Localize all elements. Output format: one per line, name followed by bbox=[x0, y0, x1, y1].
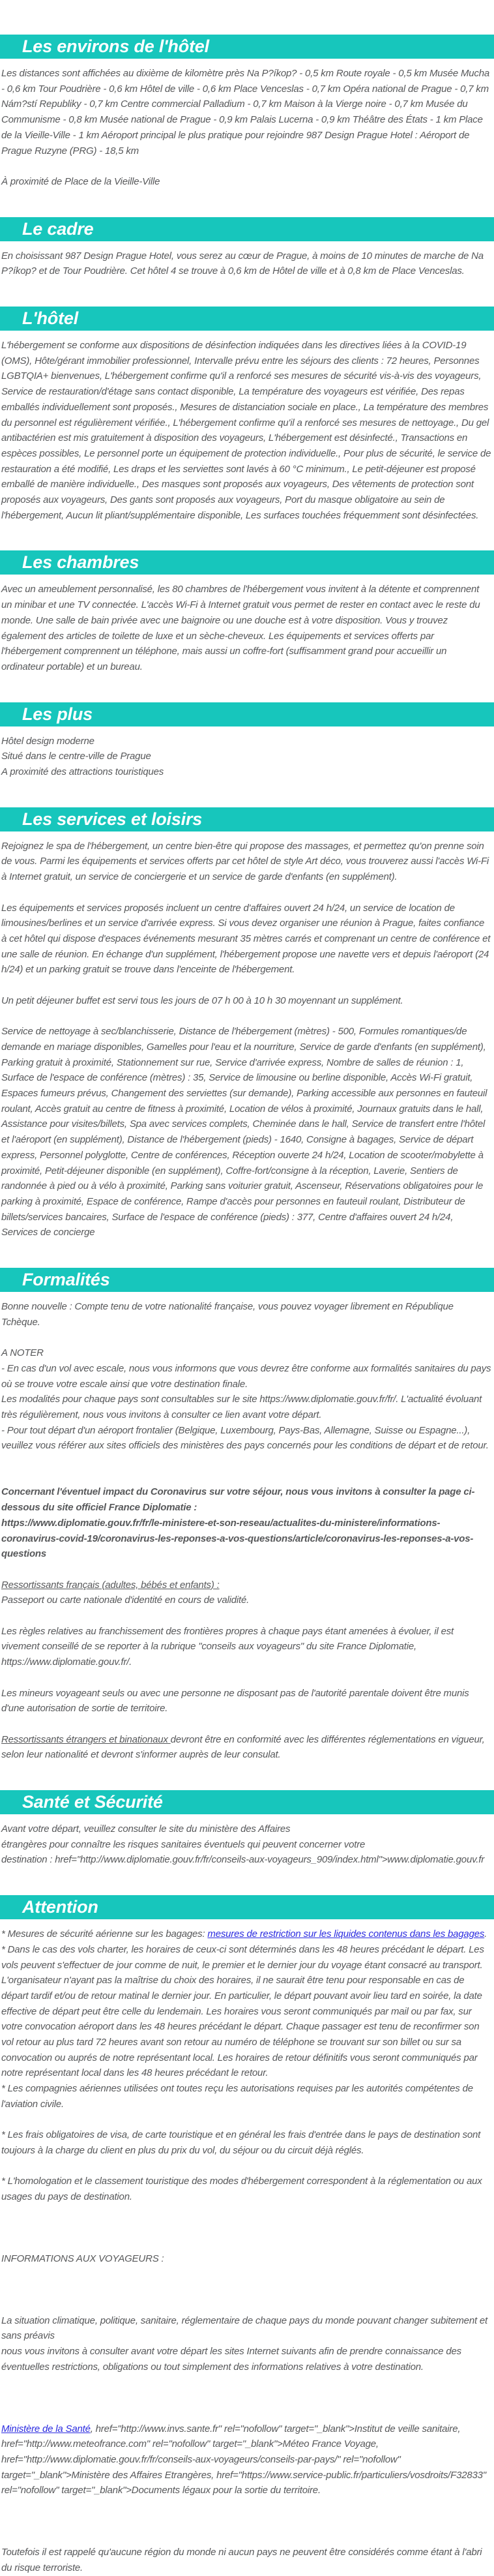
text-line bbox=[1, 66, 491, 158]
text-line bbox=[1, 174, 491, 190]
text-line bbox=[1, 1837, 491, 1853]
text-line bbox=[1, 993, 491, 1009]
section-title-attention: Attention bbox=[0, 1895, 494, 1919]
paragraph bbox=[0, 839, 494, 885]
section-chambres bbox=[0, 550, 494, 674]
paragraph bbox=[0, 1821, 494, 1868]
text-run: devront être en conformité avec les différentes réglementations en vigueur, selon leur nationalité et devront s'informer auprès de leur consulat. bbox=[1, 1733, 485, 1761]
text-run: L'hébergement se conforme aux dispositions de désinfection indiquées dans les directives liées à la COVID-19 (OMS), Hôte/gérant immobilier professionnel, Intervalle prévu entre les séjours des clients : 72 heures, Personnes LGBTQIA+ bienvenues, L'hébergement confirme qu'il a renforcé ses mesures de sécurité vis-à-vis des voyageurs, Service de restauration/d'étage sans contact disponible, La température des voyageurs est vérifiée, Des repas emballés individuellement sont proposés., Mesures de distanciation sociale en place., La température des membres du personnel est régulièrement vérifiée., L'hébergement confirme qu'il a renforcé ses mesures de nettoyage., Du gel antibactérien est mis gratuitement à disposition des voyageurs, L'hébergement est désinfecté., Transactions en espèces possibles, Le personnel porte un équipement de protection individuelle., Pour plus de sécurité, le service de restauration a été modifié, Les draps et les serviettes sont lavés à 60 °C minimum., Le petit-déjeuner est proposé emballé de manière individuelle., Des masques sont proposés aux voyageurs, Des vêtements de protection sont proposés aux voyageurs, Des gants sont proposés aux voyageurs, Port du masque obligatoire au sein de l'hébergement, Aucun lit pliant/supplémentaire disponible, Les surfaces touchées fréquemment sont désinfectées. bbox=[1, 340, 491, 521]
text-line bbox=[1, 2421, 491, 2499]
text-run: destination : href="http://www.diplomatie.gouv.fr/fr/conseils-aux-voyageurs_909/index.html">www.diplomatie.gouv.fr bbox=[1, 1854, 485, 1866]
paragraph bbox=[0, 901, 494, 978]
paragraph bbox=[0, 2313, 494, 2375]
section-plus bbox=[0, 702, 494, 780]
section-title-environs: Les environs de l'hôtel bbox=[0, 35, 494, 59]
text-line bbox=[1, 582, 491, 674]
text-line bbox=[1, 1345, 491, 1361]
section-cadre bbox=[0, 217, 494, 279]
text-run: Les règles relatives au franchissement des frontières propres à chaque pays étant amenées à évoluer, il est vivement conseillé de se reporter à la rubrique "conseils aux voyageurs" du site France Diplomatie, https://www.diplomatie.gouv.fr/. bbox=[1, 1625, 454, 1668]
section-title-chambres: Les chambres bbox=[0, 550, 494, 575]
paragraph bbox=[0, 582, 494, 674]
text-run: Avec un ameublement personnalisé, les 80 chambres de l'hébergement vous invitent à la détente et comprennent un minibar et une TV connectée. L'accès Wi-Fi à Internet gratuit vous permet de rester en contact avec le reste du monde. Une salle de bain privée avec une baignoire ou une douche est à votre disposition. Vous y trouvez également des articles de toilette de luxe et un sèche-cheveux. Les équipements et services offerts par l'hébergement comprennent un téléphone, mais aussi un coffre-fort (suffisamment grand pour accueillir un ordinateur portable) et un bureau. bbox=[1, 584, 480, 672]
text-line bbox=[1, 2251, 491, 2267]
text-run: * L'homologation et le classement touristique des modes d'hébergement correspondent à la réglementation ou aux usages du pays de destination. bbox=[1, 2176, 482, 2203]
section-title-cadre: Le cadre bbox=[0, 217, 494, 241]
text-line bbox=[1, 734, 491, 749]
text-line bbox=[1, 1299, 491, 1330]
text-line bbox=[1, 1392, 491, 1422]
section-title-plus: Les plus bbox=[0, 702, 494, 726]
section-title-formalites: Formalités bbox=[0, 1268, 494, 1292]
text-line bbox=[1, 1024, 491, 1240]
paragraph bbox=[0, 1484, 494, 1562]
section-title-hotel: L'hôtel bbox=[0, 307, 494, 331]
section-title-services: Les services et loisirs bbox=[0, 807, 494, 831]
section-services bbox=[0, 807, 494, 1240]
text-line bbox=[1, 901, 491, 978]
text-line bbox=[1, 1578, 491, 1593]
paragraph bbox=[0, 2421, 494, 2499]
paragraph bbox=[0, 2174, 494, 2204]
text-run: * Dans le cas des vols charter, les horaires de ceux-ci sont déterminés dans les 48 heures précédant le départ. Les vols peuvent s'effectuer de jour comme de nuit, le premier et le dernier jour du voyage étant consacré au transport. L'organisateur n'ayant pas la maîtrise du choix des horaires, il ne saurait être tenu pour responsable en cas de départ tardif et/ou de retour matinal le dernier jour. En particulier, le départ pouvant avoir lieu tard en soirée, la date effective de départ peut être celle du lendemain. Les horaires vous seront communiqués par mail ou par fax, sur votre convocation aéroport dans les 48 heures précédant le départ. Chaque passager est tenu de reconfirmer son vol retour au plus tard 72 heures avant son retour au numéro de téléphone se trouvant sur son billet ou sur sa convocation ou auprés de notre représentant local. Les horaires de retour définitifs vous seront communiqués par notre représentant local dans les 48 heures précédant le retour. bbox=[1, 1943, 484, 2079]
text-run: Bonne nouvelle : Compte tenu de votre nationalité française, vous pouvez voyager librement en République Tchèque. bbox=[1, 1301, 454, 1328]
section-title-sante: Santé et Sécurité bbox=[0, 1790, 494, 1814]
text-run: Les distances sont affichées au dixième de kilomètre près Na P?íkop? - 0,5 km Route royale - 0,5 km Musée Mucha - 0,6 km Tour Poudrière - 0,6 km Hôtel de ville - 0,6 km Place Venceslas - 0,7 km Opéra national de Prague - 0,7 km Nám?stí Republiky - 0,7 km Centre commercial Palladium - 0,7 km Maison à la Vierge noire - 0,7 km Musée du Communisme - 0,8 km Musée national de Prague - 0,9 km Palais Lucerna - 0,9 km Théâtre des États - 1 km Place de la Vieille-Ville - 1 km Aéroport principal le plus pratique pour rejoindre 987 Design Prague Hotel : Aéroport de Prague Ruzyne (PRG) - 18,5 km bbox=[1, 68, 490, 157]
text-run: - En cas d'un vol avec escale, nous vous informons que vous devrez être conforme aux formalités sanitaires du pays où se trouve votre escale ainsi que votre destination finale. bbox=[1, 1362, 491, 1390]
text-run: Un petit déjeuner buffet est servi tous les jours de 07 h 00 à 10 h 30 moyennant un supplément. bbox=[1, 995, 403, 1006]
text-line bbox=[1, 1732, 491, 1763]
text-line bbox=[1, 1484, 491, 1515]
section-hotel bbox=[0, 307, 494, 523]
text-run: , href="http://www.invs.sante.fr" rel="nofollow" target="_blank">Institut de veille sanitaire, href="http://www.meteofrance.com" rel="nofollow" target="_blank">Méteo France Voyage, href="http://www.diplomatie.gouv.fr/fr/conseils-aux-voyageurs/conseils-par-pays/" rel="nofollow" target="_blank">Ministère des Affaires Etrangères, href="https://www.service-public.fr/particuliers/vosdroits/F32833" rel="nofollow" target="_blank">Documents légaux pour la sortie du territoire. bbox=[1, 2423, 486, 2496]
text-run: * Les frais obligatoires de visa, de carte touristique et en général les frais d'entrée dans le pays de destination sont toujours à la charge du client en plus du prix du vol, du séjour ou du circuit déjà réglés. bbox=[1, 2129, 481, 2156]
text-run: . bbox=[484, 1928, 487, 1940]
paragraph bbox=[0, 248, 494, 279]
text-line bbox=[1, 1361, 491, 1392]
paragraph bbox=[0, 2251, 494, 2267]
text-run: Ressortissants étrangers et binationaux bbox=[1, 1733, 171, 1745]
paragraph bbox=[0, 338, 494, 523]
text-run: https://www.diplomatie.gouv.fr/fr/le-ministere-et-son-reseau/actualites-du-ministere/informations-coronavirus-covid-19/coronavirus-les-reponses-a-vos-questions/article/coronavirus-les-reponses-a-vos-questions bbox=[1, 1517, 474, 1560]
paragraph bbox=[0, 1732, 494, 1763]
text-line bbox=[1, 2344, 491, 2374]
text-run: Les mineurs voyageant seuls ou avec une personne ne disposant pas de l'autorité parentale doivent être munis d'une autorisation de sortie de territoire. bbox=[1, 1687, 469, 1715]
paragraph bbox=[0, 2127, 494, 2158]
ministere-sante-link[interactable]: Ministère de la Santé bbox=[1, 2423, 91, 2434]
paragraph bbox=[0, 1578, 494, 1608]
text-run: Concernant l'éventuel impact du Coronavirus sur votre séjour, nous vous invitons à consulter la page ci-dessous du site officiel France Diplomatie : bbox=[1, 1486, 475, 1514]
text-run: étrangères pour connaître les risques sanitaires éventuels qui peuvent concerner votre bbox=[1, 1838, 366, 1850]
text-run: INFORMATIONS AUX VOYAGEURS : bbox=[1, 2253, 164, 2264]
section-attention bbox=[0, 1895, 494, 2575]
text-line bbox=[1, 1942, 491, 2081]
section-sante bbox=[0, 1790, 494, 1868]
paragraph bbox=[0, 1024, 494, 1240]
content bbox=[0, 35, 494, 2576]
text-run: Toutefois il est rappelé qu'aucune région du monde ni aucun pays ne peuvent être considérés comme étant à l'abri du risque terroriste. bbox=[1, 2547, 482, 2573]
text-run: Hôtel design moderne bbox=[1, 735, 94, 747]
text-run: - Pour tout départ d'un aéroport frontalier (Belgique, Luxembourg, Pays-Bas, Allemagne, Suisse ou Espagne...), veuillez vous référer aux sites officiels des ministères des pays concernés pour les conditions de départ et de retour. bbox=[1, 1424, 489, 1452]
text-line bbox=[1, 839, 491, 885]
text-run: Les modalités pour chaque pays sont consultables sur le site https://www.diplomatie.gouv.fr/fr/. L'actualité évoluant très régulièrement, nous vous invitons à consulter ce lien avant votre départ. bbox=[1, 1394, 482, 1420]
text-line bbox=[1, 2313, 491, 2344]
paragraph bbox=[0, 2545, 494, 2575]
text-line bbox=[1, 1926, 491, 1942]
section-environs bbox=[0, 35, 494, 190]
text-run: En choisissant 987 Design Prague Hotel, vous serez au cœur de Prague, à moins de 10 minutes de marche de Na P?íkop? et de Tour Poudrière. Cet hôtel 4 se trouve à 0,6 km de Hôtel de ville et à 0,8 km de Place Venceslas. bbox=[1, 250, 484, 277]
paragraph bbox=[0, 1926, 494, 2112]
section-formalites bbox=[0, 1268, 494, 1763]
text-line bbox=[1, 2545, 491, 2575]
text-line bbox=[1, 248, 491, 279]
text-line bbox=[1, 2174, 491, 2204]
text-line bbox=[1, 338, 491, 523]
paragraph bbox=[0, 1686, 494, 1716]
baggage-liquids-restriction-link[interactable]: mesures de restriction sur les liquides contenus dans les bagages bbox=[207, 1928, 485, 1940]
paragraph bbox=[0, 1299, 494, 1330]
text-line bbox=[1, 1516, 491, 1562]
text-line bbox=[1, 1593, 491, 1608]
text-line bbox=[1, 2081, 491, 2112]
text-run: À proximité de Place de la Vieille-Ville bbox=[1, 175, 160, 187]
paragraph bbox=[0, 66, 494, 158]
text-run: A proximité des attractions touristiques bbox=[1, 766, 164, 778]
text-run: Rejoignez le spa de l'hébergement, un centre bien-être qui propose des massages, et permettez qu'on prenne soin de vous. Parmi les équipements et services offerts par cet hôtel de style Art déco, vous trouverez aussi l'accès Wi-Fi à Internet gratuit, un service de conciergerie et un service de garde d'enfants (en supplément). bbox=[1, 840, 489, 883]
paragraph bbox=[0, 1624, 494, 1670]
paragraph bbox=[0, 734, 494, 780]
text-line bbox=[1, 764, 491, 780]
text-run: A NOTER bbox=[1, 1347, 44, 1359]
text-line bbox=[1, 1624, 491, 1670]
text-run: Passeport ou carte nationale d'identité en cours de validité. bbox=[1, 1595, 250, 1606]
paragraph bbox=[0, 1345, 494, 1454]
text-run: * Les compagnies aériennes utilisées ont toutes reçu les autorisations requises par les autorités compétentes de l'aviation civile. bbox=[1, 2083, 473, 2110]
text-run: La situation climatique, politique, sanitaire, réglementaire de chaque pays du monde pouvant changer subitement et sans préavis bbox=[1, 2314, 488, 2342]
text-run: Situé dans le centre-ville de Prague bbox=[1, 751, 151, 762]
text-run: Ressortissants français (adultes, bébés et enfants) : bbox=[1, 1579, 220, 1591]
text-run: Avant votre départ, veuillez consulter le site du ministère des Affaires bbox=[1, 1823, 291, 1835]
text-run: Les équipements et services proposés incluent un centre d'affaires ouvert 24 h/24, un service de location de limousines/berlines et un service d'arrivée express. Si vous devez organiser une réunion à Prague, faites confiance à cet hôtel qui dispose d'espaces événements mesurant 35 mètres carrés et comprenant un centre de conférence et une salle de réunion. En échange d'un supplément, l'hébergement propose une navette vers et depuis l'aéroport (24 h/24) et un parking gratuit se trouve dans l'enceinte de l'hébergement. bbox=[1, 902, 491, 976]
text-run: Service de nettoyage à sec/blanchisserie, Distance de l'hébergement (mètres) - 500, Formules romantiques/de demande en mariage disponibles, Gamelles pour l'eau et la nourriture, Service de garde d'enfants (en supplément), Parking gratuit à proximité, Stationnement sur rue, Service d'arrivée express, Nombre de salles de réunion : 1, Surface de l'espace de conférence (mètres) : 35, Service de limousine ou berline disponible, Accès Wi-Fi gratuit, Espaces fumeurs prévus, Changement des serviettes (sur demande), Parking accessible aux personnes en fauteuil roulant, Accès gratuit au centre de fitness à proximité, Location de vélos à proximité, Journaux gratuits dans le hall, Assistance pour visites/billets, Spa avec services complets, Cheminée dans le hall, Service de transfert entre l'hôtel et l'aéroport (en supplément), Distance de l'hébergement (pieds) - 1640, Consigne à bagages, Service de départ express, Personnel polyglotte, Centre de conférences, Réception ouverte 24 h/24, Location de scooter/mobylette à proximité, Petit-déjeuner disponible (en supplément), Coffre-fort/consigne à la réception, Laverie, Sentiers de randonnée à pied ou à vélo à proximité, Parking sans voiturier gratuit, Ascenseur, Réservations obligatoires pour le parking à proximité, Espace de conférence, Rampe d'accès pour personnes en fauteuil roulant, Distributeur de billets/services bancaires, Surface de l'espace de conférence (pieds) : 377, Centre d'affaires ouvert 24 h/24, Services de concierge bbox=[1, 1026, 487, 1238]
text-line bbox=[1, 749, 491, 764]
text-run: nous vous invitons à consulter avant votre départ les sites Internet suivants afin de prendre connaissance des éventuelles restrictions, obligations ou tout simplement des informations relatives à votre destination. bbox=[1, 2346, 461, 2373]
text-line bbox=[1, 2127, 491, 2158]
text-run: * Mesures de sécurité aérienne sur les bagages: bbox=[1, 1928, 208, 1940]
text-line bbox=[1, 1821, 491, 1837]
paragraph bbox=[0, 993, 494, 1009]
text-line bbox=[1, 1686, 491, 1716]
paragraph bbox=[0, 174, 494, 190]
text-line bbox=[1, 1852, 491, 1868]
text-line bbox=[1, 1423, 491, 1454]
